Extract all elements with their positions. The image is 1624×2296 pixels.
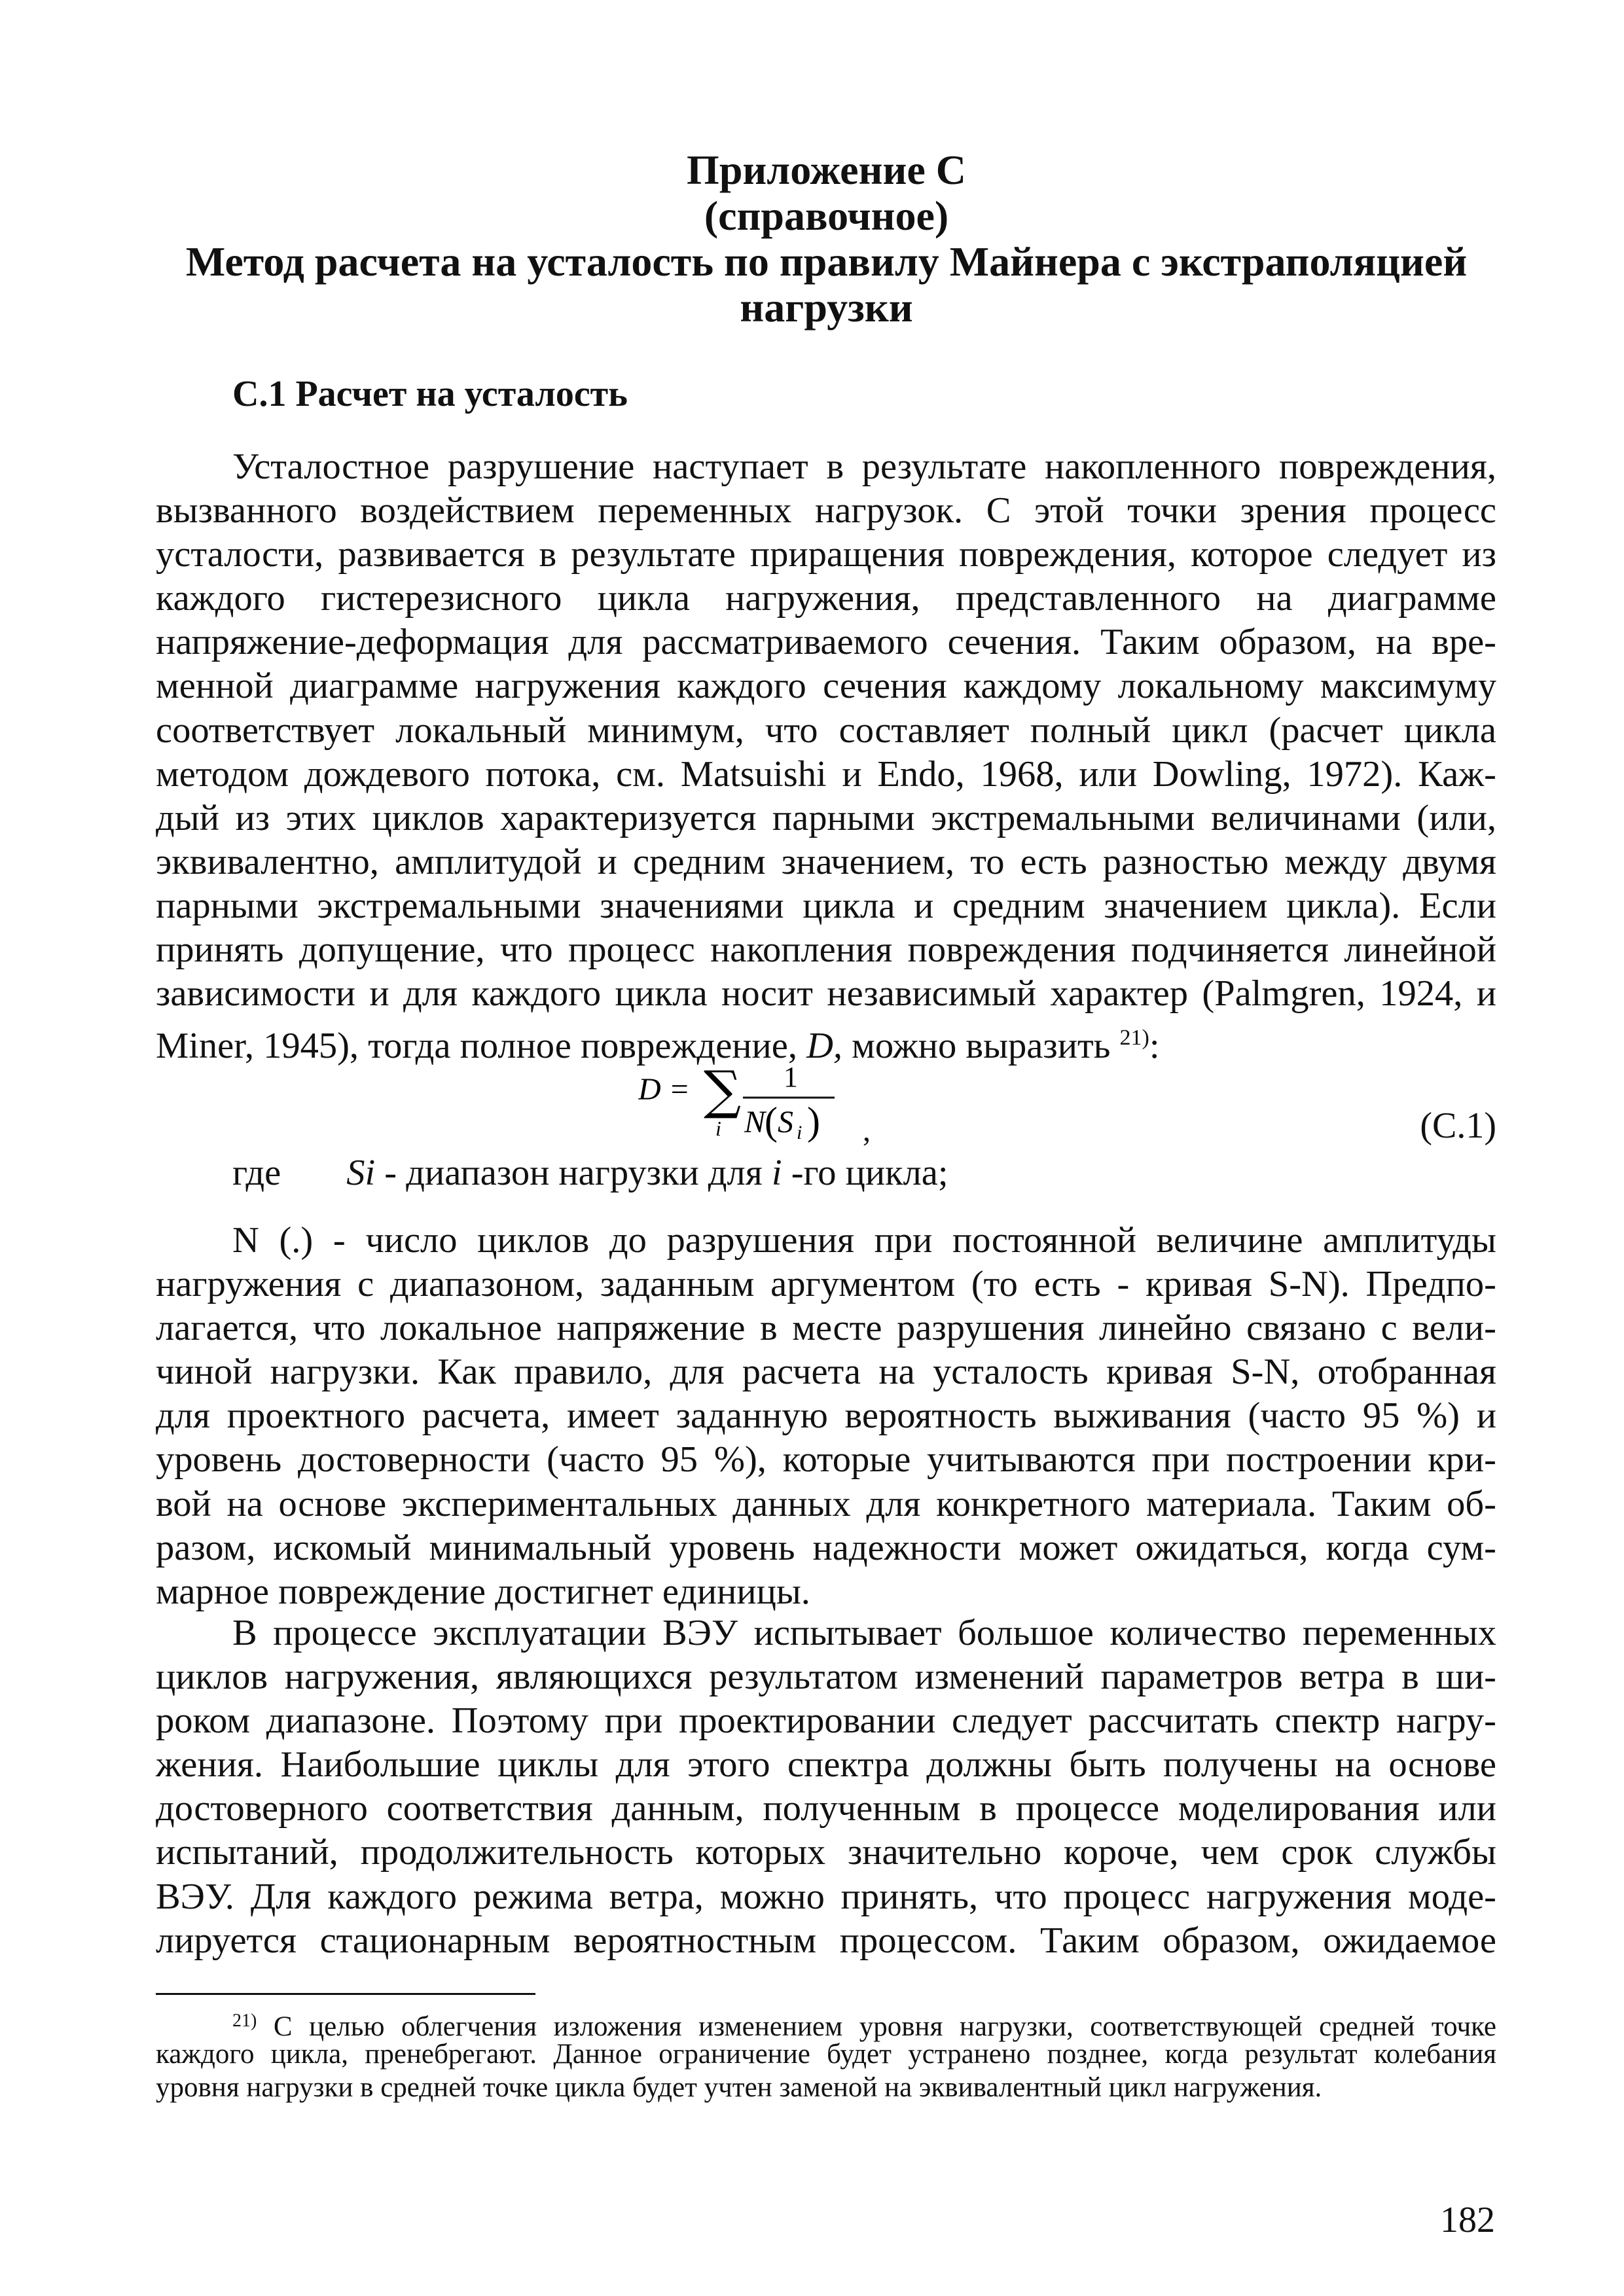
para2-line: марное повреждение достигнет единицы. [156,1571,810,1612]
formula-lhs: D = [638,1072,691,1107]
para1-line: дый из этих циклов характеризуется парными экстремальными величинами (или, [156,797,1496,838]
para2-line: разом, искомый минимальный уровень надежности может ожидаться, когда сум- [156,1527,1496,1568]
para1-line: менной диаграмме нагружения каждого сечения каждому локальному максимуму [156,666,1496,707]
equation-number: (С.1) [1420,1105,1496,1146]
para3-line: испытаний, продолжительность которых значительно короче, чем срок службы [156,1832,1496,1873]
para1-line: Усталостное разрушение наступает в результате накопленного повреждения, [232,446,1496,487]
sum-index: i [715,1117,721,1140]
where-line [232,1152,948,1194]
para1-line: каждого гистерезисного цикла нагружения, представленного на диаграмме [156,578,1496,619]
page-number: 182 [1440,2200,1495,2240]
para3-line: роком диапазоне. Поэтому при проектировании следует рассчитать спектр нагру- [156,1700,1496,1742]
denominator-function: N [744,1105,766,1139]
para2-line: N (.) - число циклов до разрушения при постоянной величине амплитуды [232,1220,1496,1261]
para2-line: уровень достоверности (часто 95 %), которые учитываются при построении кри- [156,1439,1496,1480]
close-paren: ) [807,1100,820,1143]
title-line-4: нагрузки [740,284,913,331]
footnote-line-1 [156,2004,1496,2042]
open-paren: ( [765,1100,778,1143]
footnote [156,2004,1496,2104]
para1-line: вызванного воздействием переменных нагрузок. С этой точки зрения процесс [156,490,1496,531]
section-heading: С.1 Расчет на усталость [232,374,628,414]
where-text-1: - диапазон нагрузки для [375,1153,772,1193]
formula-comma: , [863,1113,871,1148]
para2-line: чиной нагрузки. Как правило, для расчета на усталость кривая S-N, отобранная [156,1352,1496,1393]
footnote-line-2: каждого цикла, пренебрегают. Данное ограничение будет устранено позднее, когда результат колебания [156,2039,1496,2070]
title-line-2: (справочное) [704,192,949,239]
para1-tail-text: можно выразить [842,1026,1120,1067]
footnote-text-1: С целью облегчения изложения изменением уровня нагрузки, соответствующей средней точке [257,2011,1496,2042]
para3-line: В процессе эксплуатации ВЭУ испытывает большое количество переменных [232,1613,1496,1653]
where-text-2: -го цикла; [782,1153,948,1193]
footnote-ref[interactable]: 21) [1119,1026,1149,1050]
paragraph-1 [156,445,1496,1067]
variable-si: Si [346,1153,376,1193]
para1-line: напряжение-деформация для рассматриваемого сечения. Таким образом, на вре- [156,622,1496,663]
denominator-subscript: i [797,1122,803,1143]
para3-line: ВЭУ. Для каждого режима ветра, можно принять, что процесс нагружения моде- [156,1876,1496,1917]
variable-d: D, [806,1026,843,1067]
para2-line: нагружения с диапазоном, заданным аргументом (то есть - кривая S-N). Предпо- [156,1264,1496,1305]
para2-line: вой на основе экспериментальных данных для конкретного материала. Таким об- [156,1483,1496,1524]
para1-line: парными экстремальными значениями цикла и средним значением цикла). Если [156,885,1496,926]
appendix-title [157,147,1496,331]
para3-line: лируется стационарным вероятностным процессом. Таким образом, ожидаемое [156,1920,1496,1961]
denominator-argument: S [778,1105,793,1139]
footnote-line-3: уровня нагрузки в средней точке цикла будет учтен заменой на эквивалентный цикл нагружения. [156,2072,1322,2103]
para2-line: для проектного расчета, имеет заданную вероятность выживания (часто 95 %) и [156,1395,1496,1437]
para1-line: зависимости и для каждого цикла носит независимый характер (Palmgren, 1924, и [156,973,1496,1014]
para1-line: Miner, 1945), тогда полное повреждение, [156,1026,797,1067]
where-word: где [232,1153,281,1193]
footnote-mark: 21) [232,2011,257,2031]
para3-line: жения. Наибольшие циклы для этого спектра должны быть получены на основе [156,1744,1496,1785]
sum-symbol: ∑ [704,1060,742,1121]
fraction-numerator: 1 [784,1061,798,1093]
title-line-1: Приложение С [687,147,966,193]
para3-line: циклов нагружения, являющихся результатом изменений параметров ветра в ши- [156,1657,1496,1698]
colon: : [1149,1026,1160,1067]
formula-c1 [638,1050,1031,1155]
para3-line: достоверного соответствия данным, полученным в процессе моделирования или [156,1788,1496,1829]
paragraph-2 [156,1219,1496,1614]
footnote-separator [156,1993,535,1995]
paragraph-3 [156,1611,1496,1963]
variable-i: i [771,1153,782,1193]
para1-line: соответствует локальный минимум, что составляет полный цикл (расчет цикла [156,709,1496,751]
para1-line: усталости, развивается в результате приращения повреждения, которое следует из [156,534,1496,575]
para1-line: эквивалентно, амплитудой и средним значением, то есть разностью между двумя [156,841,1496,882]
title-line-3: Метод расчета на усталость по правилу Майнера с экстраполяцией [185,238,1468,285]
para2-line: лагается, что локальное напряжение в месте разрушения линейно связано с вели- [156,1308,1496,1349]
para1-line: принять допущение, что процесс накопления повреждения подчиняется линейной [156,929,1496,971]
para1-line: методом дождевого потока, см. Matsuishi и Endo, 1968, или Dowling, 1972). Каж- [156,753,1496,795]
